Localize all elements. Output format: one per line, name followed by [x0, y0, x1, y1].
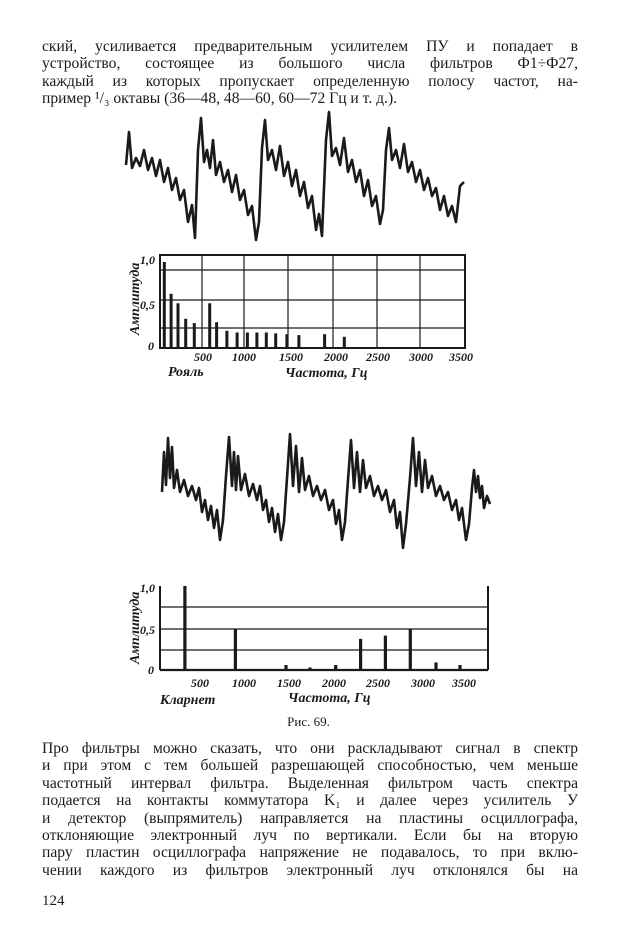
text-line: пример ¹/₃ октавы (36—48, 48—60, 60—72 Гц и т. д.).: [42, 90, 398, 108]
y-tick-label: 0,5: [140, 623, 155, 637]
clarinet-bar: [183, 586, 186, 670]
text-line: чении каждого из фильтров электронный луч отклонялся бы на: [42, 861, 578, 879]
clarinet-bar: [234, 629, 237, 670]
clarinet-x-ticks: [191, 676, 476, 690]
piano-bars: [163, 262, 346, 348]
piano-bar: [343, 337, 346, 348]
clarinet-bar: [334, 665, 337, 670]
piano-bar: [215, 322, 218, 348]
text-line: и при этом с тем большей разрешающей способностью, чем меньше: [42, 757, 578, 775]
y-tick-label: 0: [148, 663, 154, 677]
text-line: Про фильтры можно сказать, что они раскладывают сигнал в спектр: [42, 740, 578, 757]
text-line: пару пластин осциллографа напряжение не подавалось, то при вклю-: [42, 844, 578, 862]
text-line: и детектор (выпрямитель) направляется на пластины осциллографа,: [42, 809, 578, 827]
clarinet-bar: [308, 668, 311, 671]
clarinet-x-axis-label: Частота, Гц: [288, 691, 371, 706]
x-tick-label: 1500: [279, 350, 303, 364]
piano-bar: [255, 333, 258, 349]
x-tick-label: 1000: [232, 676, 256, 690]
clarinet-bar: [384, 636, 387, 670]
figure-caption: Рис. 69.: [287, 714, 330, 729]
x-tick-label: 1500: [277, 676, 301, 690]
clarinet-bar: [458, 665, 461, 670]
piano-instrument-label: Рояль: [168, 365, 204, 380]
x-tick-label: 3000: [411, 676, 435, 690]
x-tick-label: 2500: [366, 350, 390, 364]
piano-bar: [193, 323, 196, 348]
text-line: отклоняющие электронный луч по вертикали. Если бы на вторую: [42, 827, 578, 845]
piano-y-axis-label: Амплитуда: [128, 262, 143, 335]
piano-bar: [323, 334, 326, 348]
x-tick-label: 3000: [409, 350, 433, 364]
piano-bar: [236, 333, 239, 349]
piano-bar: [208, 303, 211, 348]
x-tick-label: 3500: [449, 350, 473, 364]
y-tick-label: 0,5: [140, 298, 155, 312]
piano-bar: [285, 334, 288, 348]
x-tick-label: 2000: [322, 676, 346, 690]
piano-bar: [225, 331, 228, 348]
x-tick-label: 3500: [452, 676, 476, 690]
piano-bar: [246, 333, 249, 349]
clarinet-chart-grid: [160, 586, 488, 670]
y-tick-label: 1,0: [140, 253, 155, 267]
piano-bar: [297, 335, 300, 348]
piano-bar: [177, 303, 180, 348]
clarinet-bars: [183, 586, 461, 670]
page-number: 124: [42, 893, 65, 909]
x-tick-label: 2500: [366, 676, 390, 690]
piano-bar: [184, 319, 187, 348]
clarinet-instrument-label: Кларнет: [160, 693, 216, 708]
paragraph-bottom: [42, 740, 578, 879]
x-tick-label: 1000: [232, 350, 256, 364]
piano-bar: [163, 262, 166, 348]
clarinet-y-axis-label: Амплитуда: [128, 591, 143, 664]
clarinet-bar: [434, 662, 437, 670]
piano-bar: [265, 333, 268, 349]
y-tick-label: 0: [148, 339, 154, 353]
text-line: ский, усиливается предварительным усилителем ПУ и попадает в: [42, 38, 578, 55]
text-line: подается на контакты коммутатора K₁ и далее через усилитель У: [42, 792, 578, 810]
text-line: устройство, состоящее из большого числа фильтров Ф1÷Ф27,: [42, 55, 578, 73]
clarinet-bar: [409, 629, 412, 670]
piano-x-ticks: [194, 350, 473, 364]
piano-x-axis-label: Частота, Гц: [285, 366, 368, 381]
text-line: каждый из которых пропускает определенную полосу частот, на-: [42, 72, 578, 90]
clarinet-waveform: [162, 434, 490, 548]
x-tick-label: 500: [194, 350, 212, 364]
clarinet-bar: [284, 665, 287, 670]
piano-chart-grid: [160, 255, 465, 348]
y-tick-label: 1,0: [140, 581, 155, 595]
clarinet-bar: [359, 639, 362, 670]
x-tick-label: 500: [191, 676, 209, 690]
piano-bar: [274, 333, 277, 348]
piano-bar: [170, 294, 173, 348]
x-tick-label: 2000: [324, 350, 348, 364]
text-line: частотный интервал фильтра. Выделенная фильтром часть спектра: [42, 774, 578, 792]
piano-waveform: [126, 112, 464, 240]
